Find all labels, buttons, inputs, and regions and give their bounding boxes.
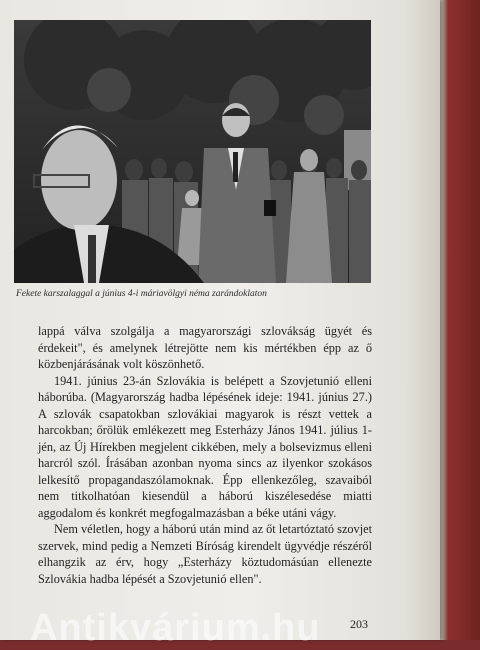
paragraph: 1941. június 23-án Szlovákia is belépett a Szovjetunió elleni háborúba. (Magyarország hadba lépésének ideje: 1941. június 27.) A szlovák csapatokban szlovákiai magyarok is részt vettek a harcokban; őrölük emlékezett meg Esterházy János 1941. július 1-jén, az Új Hírekben megjelent cikkében, mely a bolsevizmus elleni harcról szól. Írásában azonban nyoma sincs az ilyenkor szokásos lelkesítő propagandaszólamoknak. Épp ellenkezőleg, szavaiból nem titkolhatóan kiesendül a háború kiszélesedése miatti aggodalom és konkrét megfogalmazásban a béke utáni vágy. (38, 373, 372, 520)
photo-caption: Fekete karszalaggal a június 4-i máriavölgyi néma zarándoklaton (16, 289, 267, 299)
paragraph: Nem véletlen, hogy a háború után mind az őt letartóztató szovjet szervek, mind pedig a Nemzeti Bíróság kirendelt ügyvédje részéről elhangzik az érv, hogy „Esterházy köztudomásúan ellenezte Szlovákia hadba lépését a Szovjetunió ellen". (38, 522, 372, 586)
body-text (38, 323, 372, 587)
historical-photo (14, 20, 371, 283)
book-cover-edge (434, 0, 480, 640)
paragraph: lappá válva szolgálja a magyarországi szlovákság ügyét és érdekeit", és amelynek létrejötte nem kis mértékben épp az ő közbenjárásának volt köszönhető. (38, 324, 372, 371)
watermark: Antikvárium.hu (30, 607, 321, 649)
page-number: 203 (350, 617, 368, 631)
